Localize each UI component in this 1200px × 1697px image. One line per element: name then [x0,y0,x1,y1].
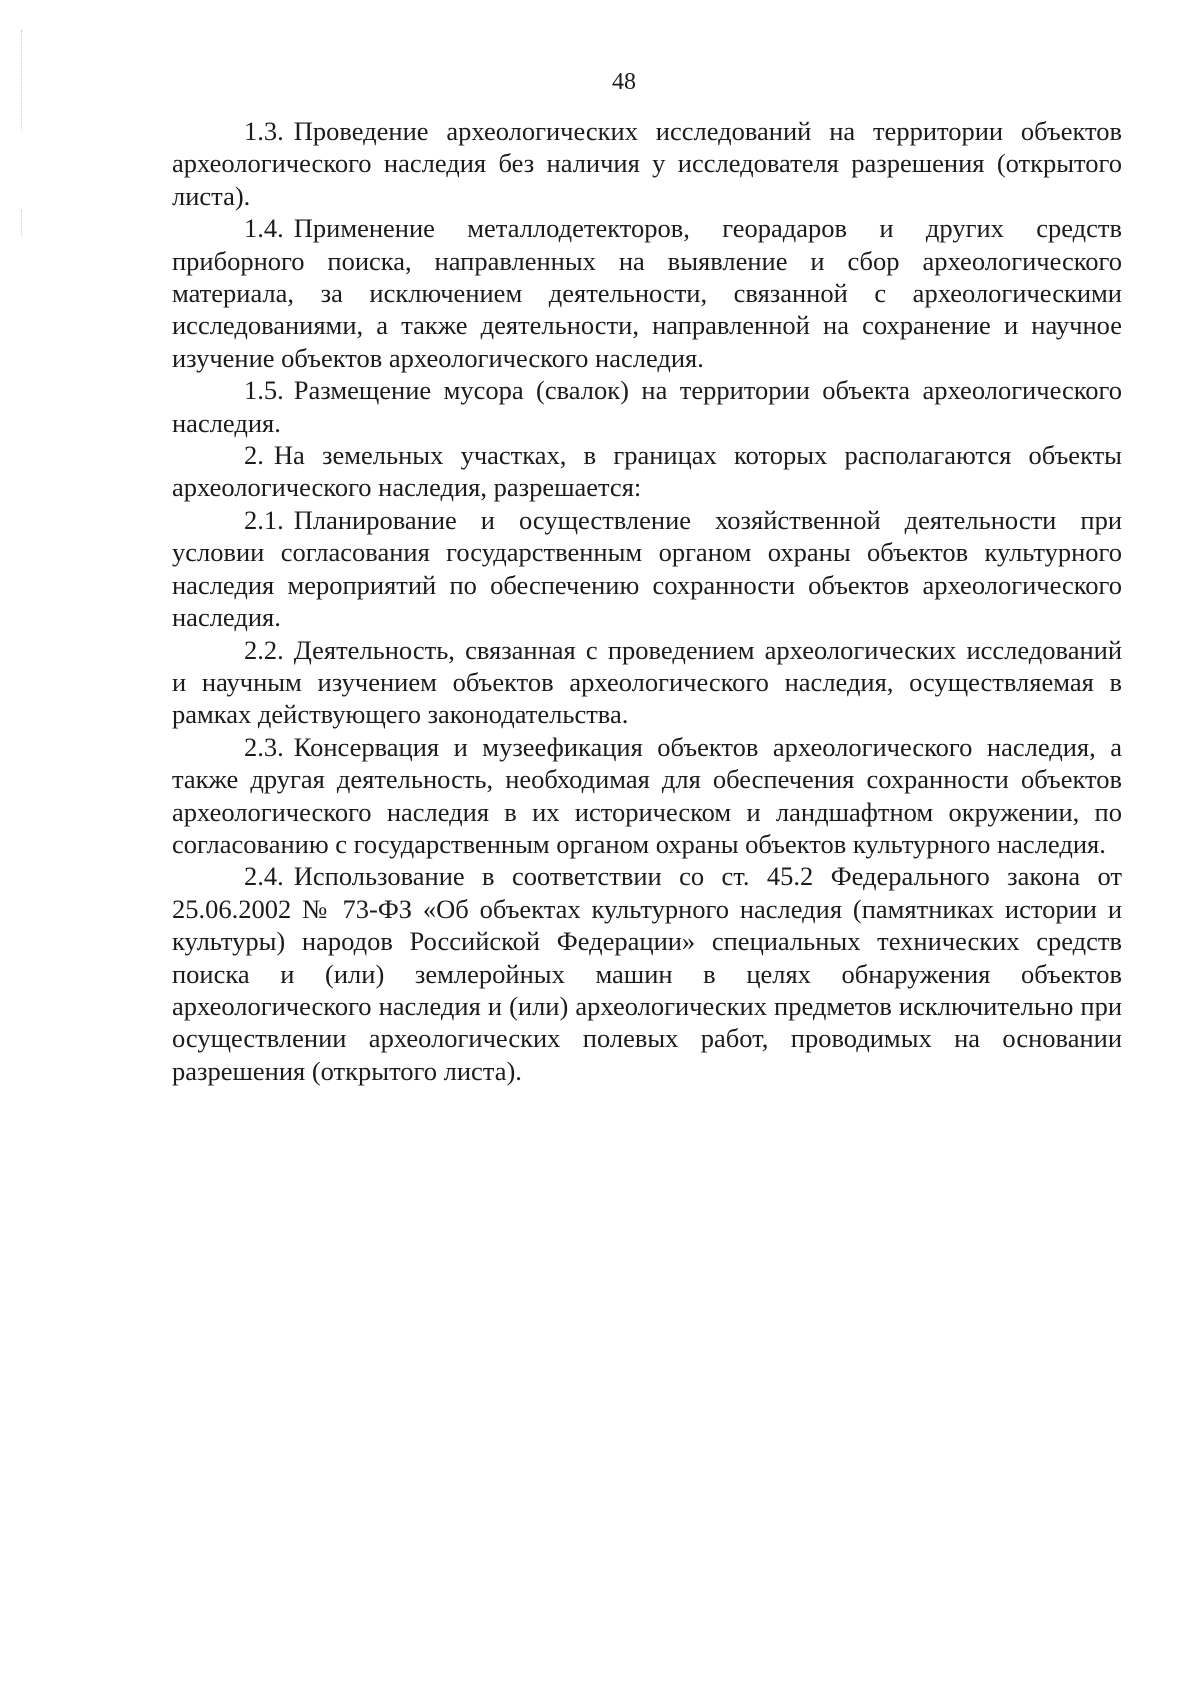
paragraph-1-4 [172,212,1122,374]
paragraph-number: 1.5. [244,375,284,406]
paragraph-1-3 [172,115,1122,212]
paragraph-text: Планирование и осуществление хозяйственной деятельности при условии согласования государственным органом охраны объектов культурного наследия мероприятий по обеспечению сохранности объектов археологического наследия. [172,504,1122,633]
paragraph-2 [172,439,1122,504]
paragraph-text: Использование в соответствии со ст. 45.2 Федерального закона от 25.06.2002 № 73-ФЗ «Об объектах культурного наследия (памятниках истории и культуры) народов Российской Федерации» специальных технических средств поиска и (или) землеройных машин в целях обнаружения объектов археологического наследия и (или) археологических предметов исключительно при осуществлении археологических полевых работ, проводимых на основании разрешения (открытого листа). [172,861,1122,1086]
paragraph-number: 2.3. [244,731,284,762]
paragraph-number: 2.4. [244,861,284,892]
paragraph-2-2 [172,634,1122,731]
document-body [172,115,1122,1087]
paragraph-text: Размещение мусора (свалок) на территории объекта археологического наследия. [172,375,1122,438]
paragraph-number: 2. [244,440,264,471]
paragraph-text: Проведение археологических исследований на территории объектов археологического наследия без наличия у исследователя разрешения (открытого листа). [172,116,1122,211]
paragraph-number: 1.4. [244,213,284,244]
paragraph-text: Применение металлодетекторов, георадаров и других средств приборного поиска, направленных на выявление и сбор археологического материала, за исключением деятельности, связанной с археологическими исследованиями, а также деятельности, направленной на сохранение и научное изучение объектов археологического наследия. [172,213,1122,373]
paragraph-2-3 [172,731,1122,861]
paragraph-number: 1.3. [244,116,284,146]
paragraph-text: Консервация и музеефикация объектов археологического наследия, а также другая деятельность, необходимая для обеспечения сохранности объектов археологического наследия в их историческом и ландшафтном окружении, по согласованию с государственным органом охраны объектов культурного наследия. [172,731,1122,859]
paragraph-1-5 [172,374,1122,439]
scan-margin-mark [21,210,23,236]
paragraph-number: 2.2. [244,634,284,665]
paragraph-text: На земельных участках, в границах которых располагаются объекты археологического наследия, разрешается: [172,440,1122,503]
page-number: 48 [612,69,636,95]
paragraph-2-1 [172,504,1122,634]
paragraph-text: Деятельность, связанная с проведением археологических исследований и научным изучением объектов археологического наследия, осуществляемая в рамках действующего законодательства. [172,634,1122,730]
paragraph-2-4 [172,860,1122,1087]
paragraph-number: 2.1. [244,504,284,535]
